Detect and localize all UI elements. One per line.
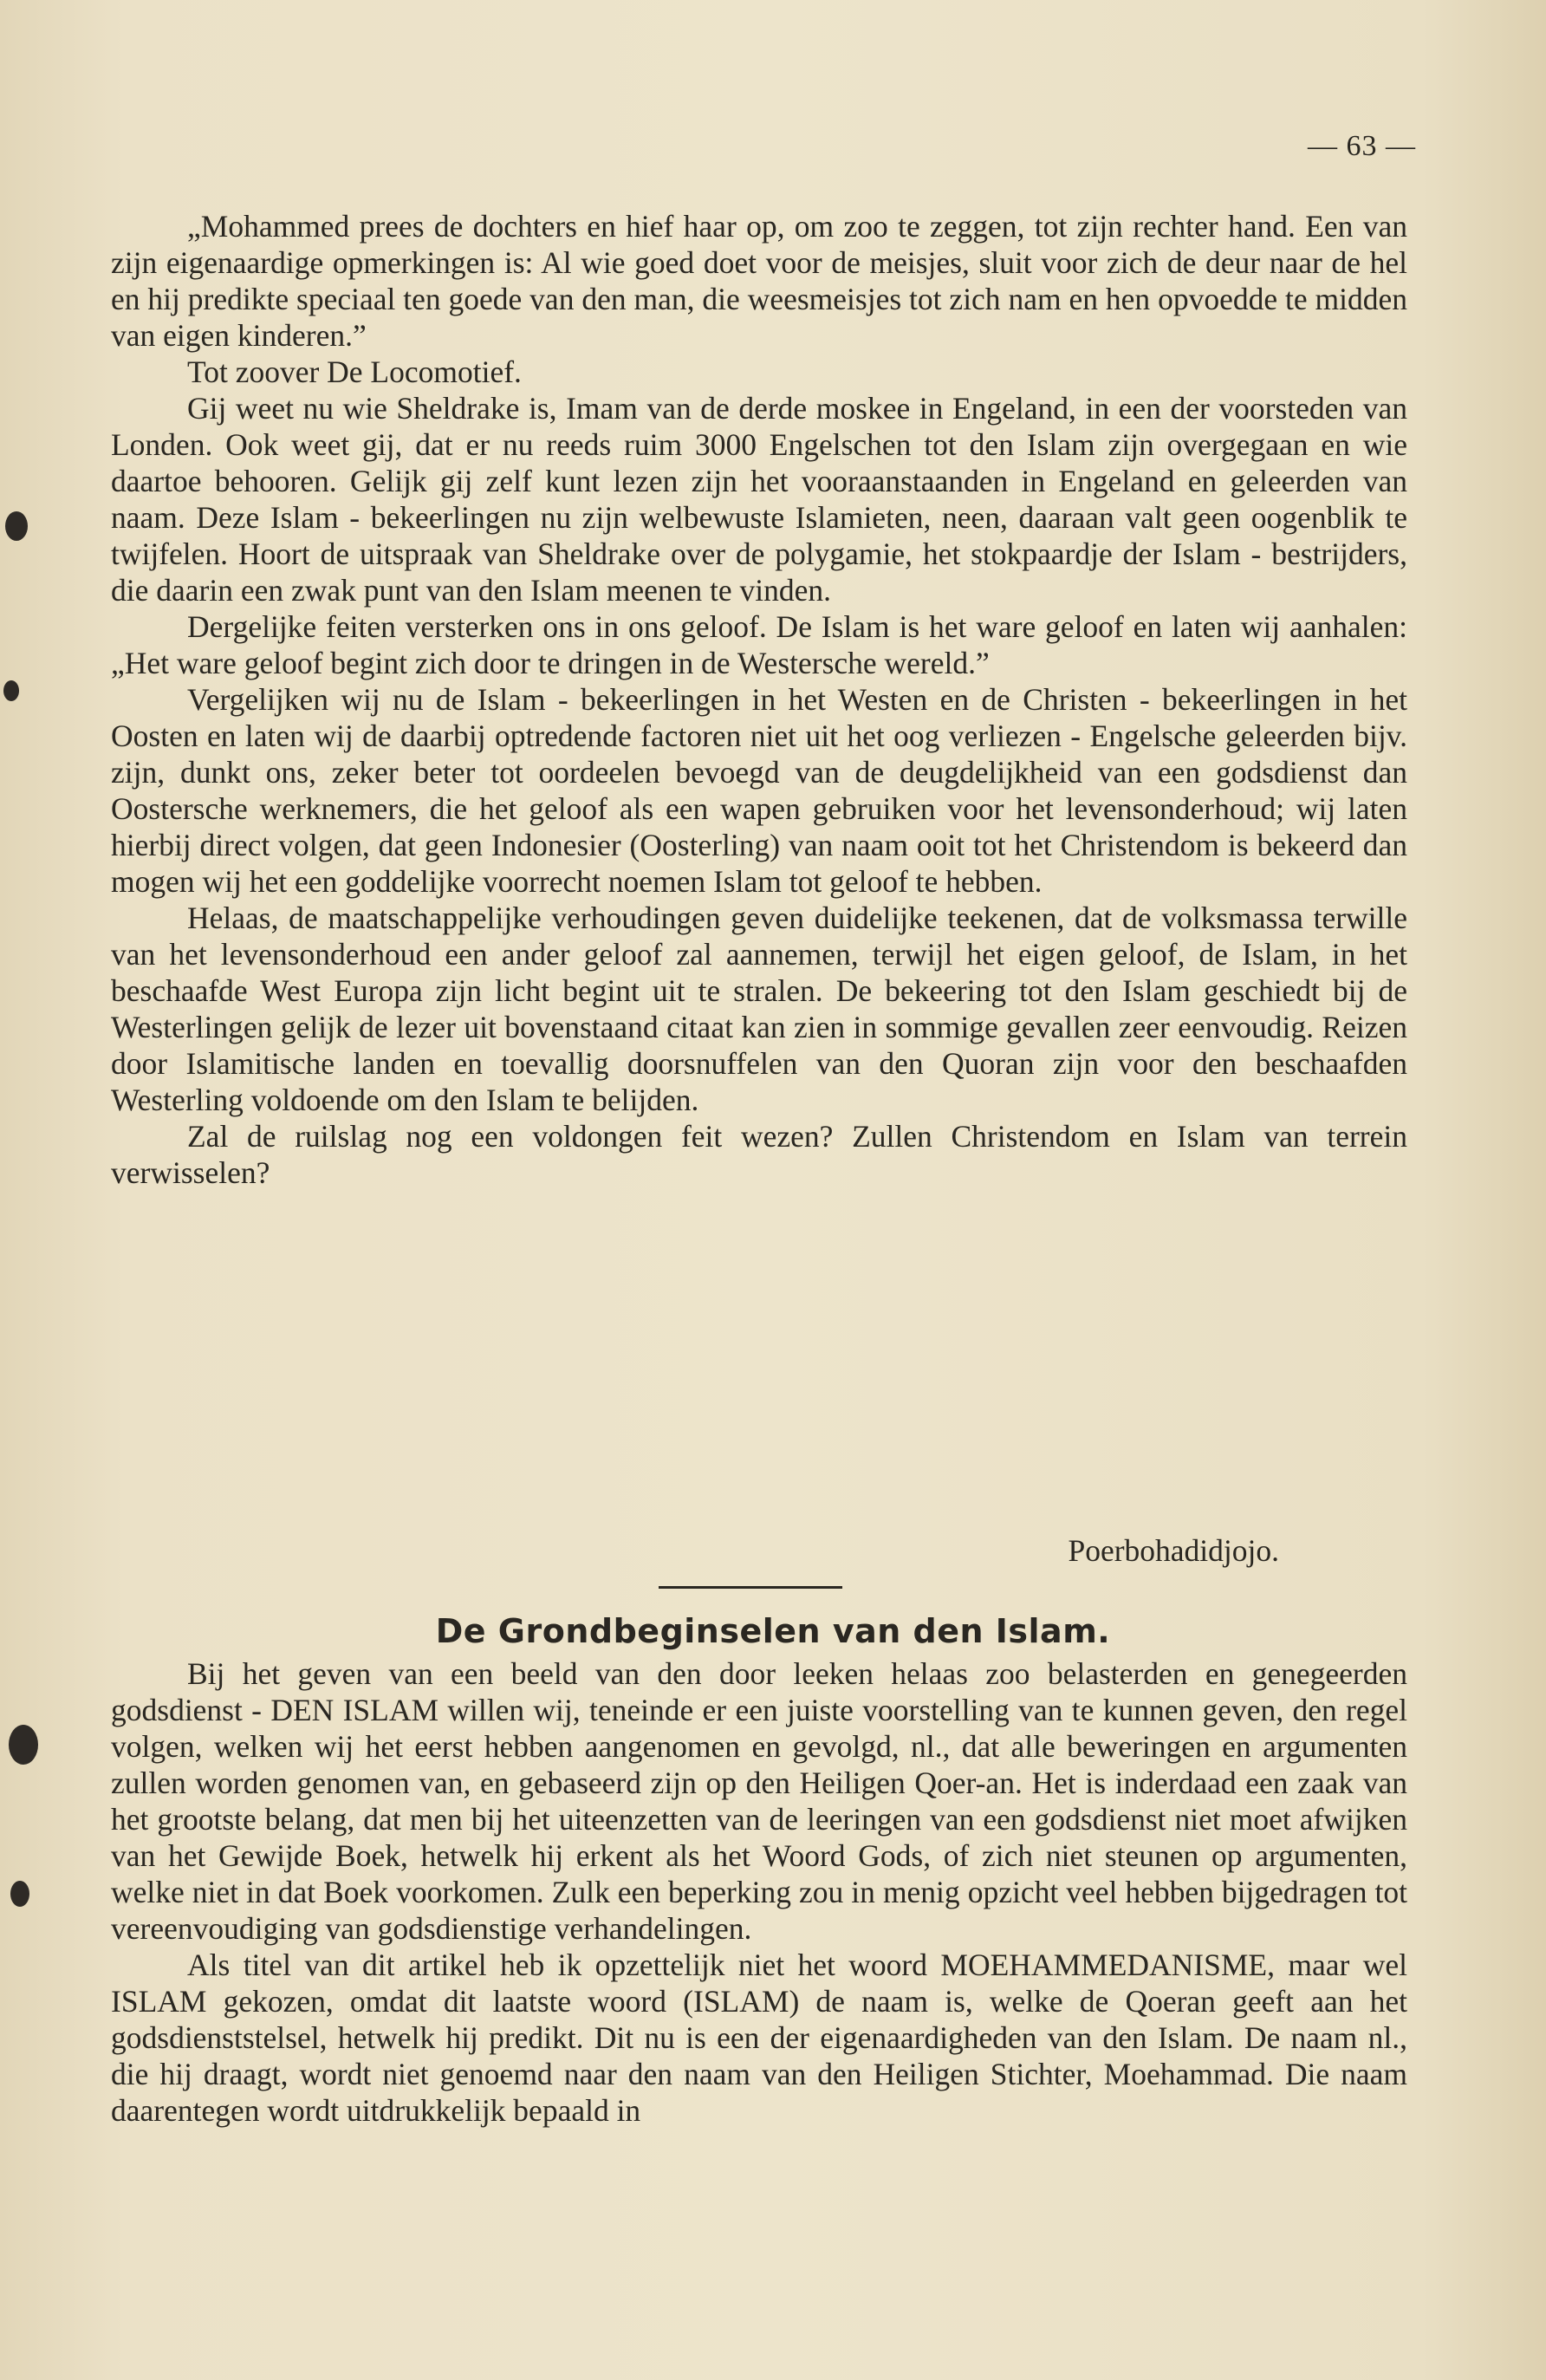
- section-divider: [659, 1586, 842, 1589]
- binding-hole: [3, 680, 19, 701]
- paragraph: Helaas, de maatschappelijke verhoudingen geven duidelijke teekenen, dat de volksmassa terwille van het levensonderhoud een ander geloof zal aannemen, terwijl het eigen geloof, de Islam, in het beschaafde West Europa zijn licht begint uit te stralen. De bekeering tot den Islam geschiedt bij de Westerlingen gelijk de lezer uit bovenstaand citaat kan zien in sommige gevallen zeer eenvoudig. Reizen door Islamitische landen en toevallig doorsnuffelen van den Quoran zijn voor den beschaafden Westerling voldoende om den Islam te belijden.: [111, 901, 1407, 1117]
- binding-hole: [9, 1725, 38, 1765]
- section-title: De Grondbeginselen van den Islam.: [435, 1612, 1111, 1650]
- paragraph: Dergelijke feiten versterken ons in ons geloof. De Islam is het ware geloof en laten wij aanhalen: „Het ware geloof begint zich door te dringen in de Westersche wereld.”: [111, 609, 1407, 680]
- paragraph: Bij het geven van een beeld van den door leeken helaas zoo belasterden en genegeerden godsdienst - DEN ISLAM willen wij, teneinde er een juiste voorstelling van te kunnen geven, den regel volgen, welken wij het eerst hebben aangenomen en gevolgd, nl., dat alle beweringen en argumenten zullen worden genomen van, en gebaseerd zijn op den Heiligen Qoer-an. Het is inderdaad een zaak van het grootste belang, dat men bij het uiteenzetten van de leeringen van een godsdienst niet moet afwijken van het Gewijde Boek, hetwelk hij erkent als het Woord Gods, of zich niet steunen op argumenten, welke niet in dat Boek voorkomen. Zulk een beperking zou in menig opzicht veel hebben bijgedragen tot vereenvoudiging van godsdienstige verhandelingen.: [111, 1656, 1407, 1946]
- paragraph: Als titel van dit artikel heb ik opzettelijk niet het woord MOEHAMMEDANISME, maar wel ISLAM gekozen, omdat dit laatste woord (ISLAM) de naam is, welke de Qoeran geeft aan het godsdienststelsel, hetwelk hij predikt. Dit nu is een der eigenaardigheden van den Islam. De naam nl., die hij draagt, wordt niet genoemd naar den naam van den Heiligen Stichter, Moehammad. Die naam daarentegen wordt uitdrukkelijk bepaald in: [111, 1948, 1407, 2128]
- quote-paragraph: „Mohammed prees de dochters en hief haar op, om zoo te zeggen, tot zijn rechter hand. Een van zijn eigenaardige opmerkingen is: Al wie goed doet voor de meisjes, sluit voor zich de deur naar de hel en hij predikte speciaal ten goede van den man, die weesmeisjes tot zich nam en hen opvoedde te midden van eigen kinderen.”: [111, 209, 1407, 353]
- paragraph: Zal de ruilslag nog een voldongen feit wezen? Zullen Christendom en Islam van terrein verwisselen?: [111, 1119, 1407, 1190]
- author-signature: Poerbohadidjojo.: [1068, 1533, 1279, 1568]
- article-body: [111, 1655, 1407, 2129]
- page-number: — 63 —: [1308, 130, 1416, 162]
- binding-hole: [10, 1881, 29, 1907]
- paragraph: Tot zoover De Locomotief.: [187, 354, 522, 389]
- paragraph: Gij weet nu wie Sheldrake is, Imam van de derde moskee in Engeland, in een der voorsteden van Londen. Ook weet gij, dat er nu reeds ruim 3000 Engelschen tot den Islam zijn overgegaan en wie daartoe behooren. Gelijk gij zelf kunt lezen zijn het vooraanstaanden in Engeland en geleerden van naam. Deze Islam - bekeerlingen nu zijn welbewuste Islamieten, neen, daaraan valt geen oogenblik te twijfelen. Hoort de uitspraak van Sheldrake over de polygamie, het stokpaardje der Islam - bestrijders, die daarin een zwak punt van den Islam meenen te vinden.: [111, 391, 1407, 608]
- paragraph: Vergelijken wij nu de Islam - bekeerlingen in het Westen en de Christen - bekeerlingen in het Oosten en laten wij de daarbij optredende factoren niet uit het oog verliezen - Engelsche geleerden bijv. zijn, dunkt ons, zeker beter tot oordeelen bevoegd van de deugdelijkheid van een godsdienst dan Oostersche werknemers, die het geloof als een wapen gebruiken voor het levensonderhoud; wij laten hierbij direct volgen, dat geen Indonesier (Oosterling) van naam ooit tot het Christendom is bekeerd dan mogen wij het een goddelijke voorrecht noemen Islam tot geloof te hebben.: [111, 682, 1407, 899]
- binding-hole: [5, 511, 28, 541]
- article-continuation: [111, 208, 1407, 1191]
